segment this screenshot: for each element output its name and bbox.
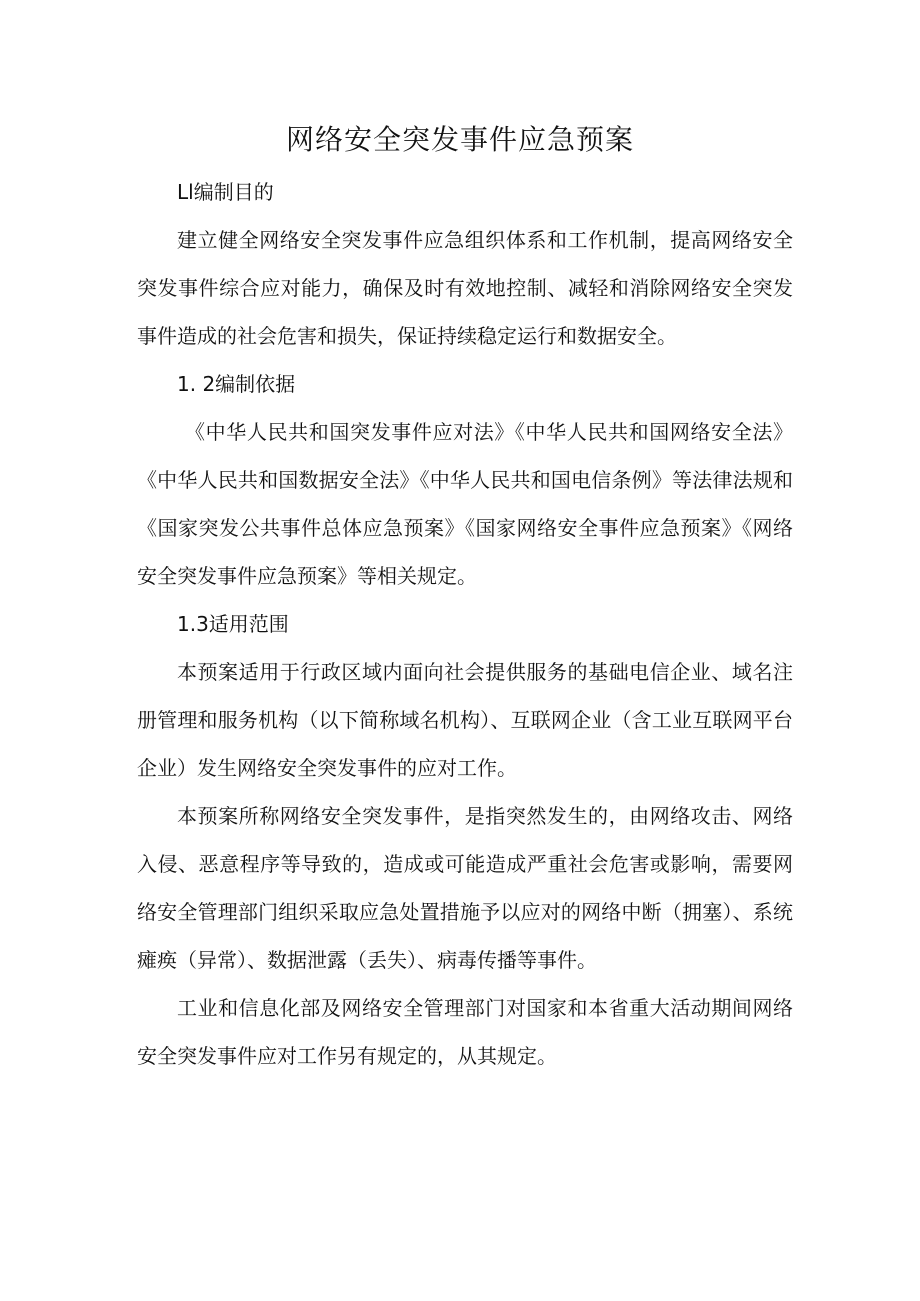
- document-body: [137, 168, 793, 1080]
- paragraph-scope-1: 本预案适用于行政区域内面向社会提供服务的基础电信企业、域名注册管理和服务机构（以下简称域名机构）、互联网企业（含工业互联网平台企业）发生网络安全突发事件的应对工作。: [137, 660, 793, 780]
- paragraph-scope-3: 工业和信息化部及网络安全管理部门对国家和本省重大活动期间网络安全突发事件应对工作另有规定的，从其规定。: [137, 996, 793, 1068]
- section-heading-basis: 1. 2编制依据: [177, 372, 296, 396]
- paragraph-basis: 《中华人民共和国突发事件应对法》《中华人民共和国网络安全法》《中华人民共和国数据安全法》《中华人民共和国电信条例》等法律法规和《国家突发公共事件总体应急预案》《国家网络安全事件应急预案》《网络安全突发事件应急预案》等相关规定。: [137, 420, 793, 588]
- paragraph-scope-2: 本预案所称网络安全突发事件，是指突然发生的，由网络攻击、网络入侵、恶意程序等导致的，造成或可能造成严重社会危害或影响，需要网络安全管理部门组织采取应急处置措施予以应对的网络中断（拥塞）、系统瘫痪（异常）、数据泄露（丢失）、病毒传播等事件。: [137, 804, 793, 972]
- section-heading-scope: 1.3适用范围: [177, 612, 289, 636]
- paragraph-purpose: 建立健全网络安全突发事件应急组织体系和工作机制，提高网络安全突发事件综合应对能力，确保及时有效地控制、减轻和消除网络安全突发事件造成的社会危害和损失，保证持续稳定运行和数据安全。: [137, 228, 793, 348]
- document-title: 网络安全突发事件应急预案: [285, 123, 634, 156]
- section-heading-purpose: Ll编制目的: [177, 180, 274, 204]
